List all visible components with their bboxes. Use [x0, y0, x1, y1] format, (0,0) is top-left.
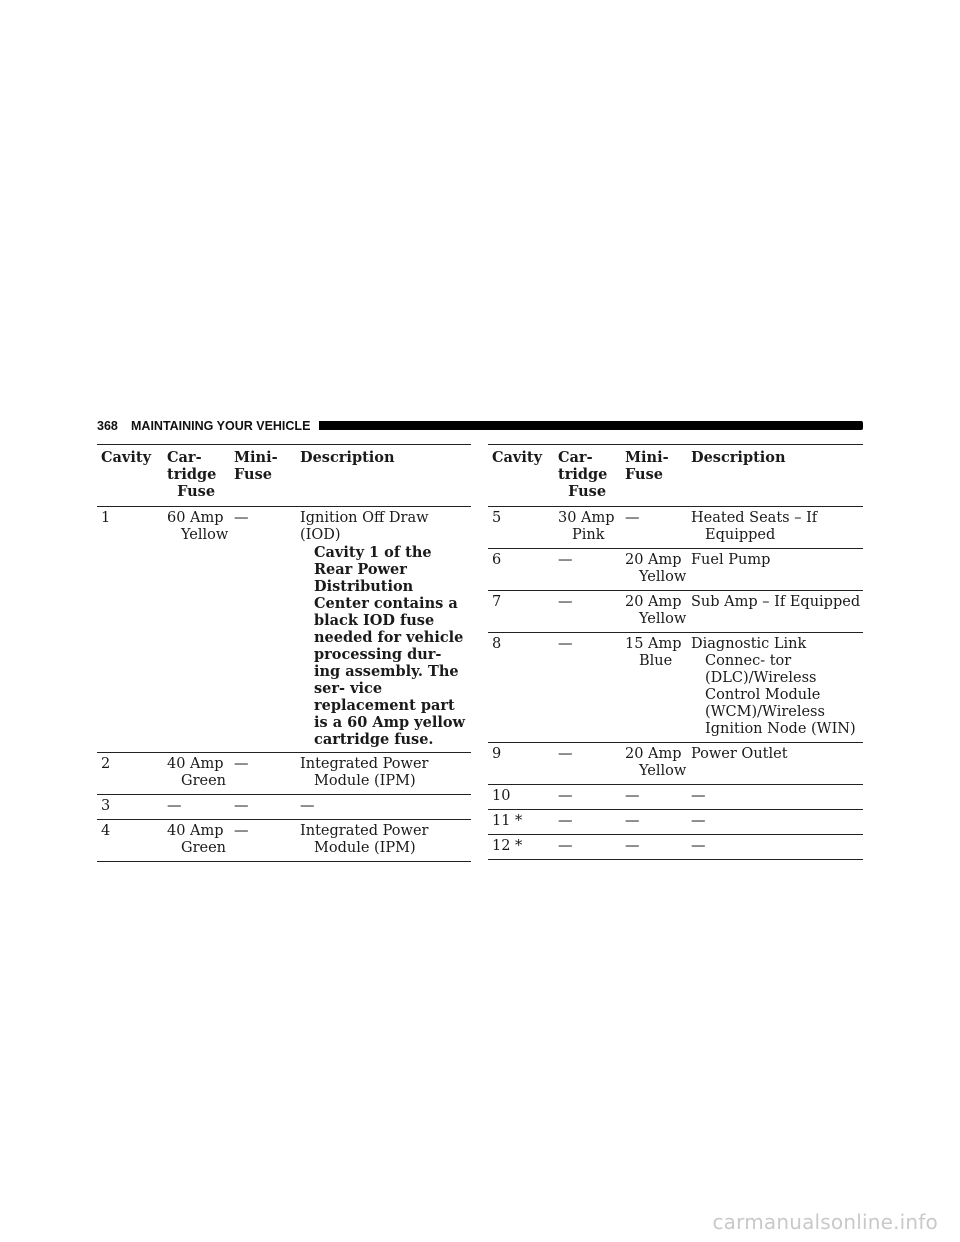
cell-cavity: 2	[97, 753, 163, 795]
header-cavity: Cavity	[97, 445, 163, 507]
header-cavity: Cavity	[488, 445, 554, 507]
cell-cavity: 10	[488, 785, 554, 810]
cell-cavity: 9	[488, 743, 554, 785]
cell-description: Diagnostic Link Connec- tor (DLC)/Wireless Control Module (WCM)/Wireless Ignition Node (WIN)	[687, 633, 863, 743]
table-row	[97, 507, 471, 753]
table-row	[488, 743, 863, 785]
table-row	[488, 591, 863, 633]
table-row	[488, 633, 863, 743]
cell-mini: —	[621, 835, 687, 860]
cell-description: —	[687, 810, 863, 835]
cell-mini: —	[621, 810, 687, 835]
cell-description: Sub Amp – If Equipped	[687, 591, 863, 633]
description-note: Cavity 1 of the Rear Power Distribution Center contains a black IOD fuse needed for vehicle processing dur- ing assembly. The ser- vice replacement part is a 60 Amp yellow cartridge fuse.	[314, 544, 465, 748]
cell-mini: —	[230, 820, 296, 862]
cell-description	[296, 507, 471, 753]
header-description: Description	[296, 445, 471, 507]
cell-cartridge: —	[163, 795, 230, 820]
table-row	[97, 795, 471, 820]
cell-cartridge: 40 Amp Green	[163, 820, 230, 862]
header-cartridge-fuse: Car- tridge Fuse	[163, 445, 230, 507]
fuse-table-left	[97, 444, 471, 862]
table-row	[488, 835, 863, 860]
cell-cavity: 6	[488, 549, 554, 591]
fuse-table-right	[488, 444, 863, 860]
cell-cavity: 3	[97, 795, 163, 820]
cell-cavity: 12 *	[488, 835, 554, 860]
cell-description: —	[296, 795, 471, 820]
cell-description: Fuel Pump	[687, 549, 863, 591]
cell-mini: —	[230, 753, 296, 795]
cell-cavity: 1	[97, 507, 163, 753]
cell-cartridge: —	[554, 549, 621, 591]
table-row	[488, 549, 863, 591]
cell-cartridge: —	[554, 633, 621, 743]
cell-description: —	[687, 785, 863, 810]
cell-cavity: 5	[488, 507, 554, 549]
cell-cartridge: —	[554, 785, 621, 810]
cell-mini: 20 Amp Yellow	[621, 549, 687, 591]
cell-mini: —	[621, 785, 687, 810]
header-cartridge-fuse: Car- tridge Fuse	[554, 445, 621, 507]
cell-mini: 20 Amp Yellow	[621, 743, 687, 785]
page-number: 368	[97, 419, 118, 433]
cell-description: Heated Seats – If Equipped	[687, 507, 863, 549]
cell-cartridge: —	[554, 743, 621, 785]
cell-description: —	[687, 835, 863, 860]
cell-cartridge: —	[554, 835, 621, 860]
table-row	[488, 507, 863, 549]
header-mini-fuse: Mini- Fuse	[621, 445, 687, 507]
page-header	[97, 418, 863, 434]
cell-cavity: 8	[488, 633, 554, 743]
cell-cartridge: —	[554, 810, 621, 835]
cell-description: Integrated Power Module (IPM)	[296, 753, 471, 795]
table-row	[488, 785, 863, 810]
table-row	[488, 810, 863, 835]
cell-cavity: 11 *	[488, 810, 554, 835]
cell-description: Power Outlet	[687, 743, 863, 785]
cell-cartridge: 30 Amp Pink	[554, 507, 621, 549]
cell-mini: —	[230, 507, 296, 753]
cell-description: Integrated Power Module (IPM)	[296, 820, 471, 862]
header-description: Description	[687, 445, 863, 507]
cell-mini: —	[230, 795, 296, 820]
table-row	[97, 820, 471, 862]
cell-mini: 15 Amp Blue	[621, 633, 687, 743]
table-row	[97, 753, 471, 795]
cell-mini: —	[621, 507, 687, 549]
table-header-row	[97, 445, 471, 507]
header-mini-fuse: Mini- Fuse	[230, 445, 296, 507]
section-title: MAINTAINING YOUR VEHICLE	[131, 419, 311, 433]
cell-cartridge: 40 Amp Green	[163, 753, 230, 795]
cell-cartridge: —	[554, 591, 621, 633]
cell-cartridge: 60 Amp Yellow	[163, 507, 230, 753]
description-text: Ignition Off Draw (IOD)	[300, 510, 429, 543]
cell-cavity: 4	[97, 820, 163, 862]
table-header-row	[488, 445, 863, 507]
watermark: carmanualsonline.info	[712, 1210, 938, 1234]
header-rule	[319, 421, 863, 430]
cell-cavity: 7	[488, 591, 554, 633]
cell-mini: 20 Amp Yellow	[621, 591, 687, 633]
